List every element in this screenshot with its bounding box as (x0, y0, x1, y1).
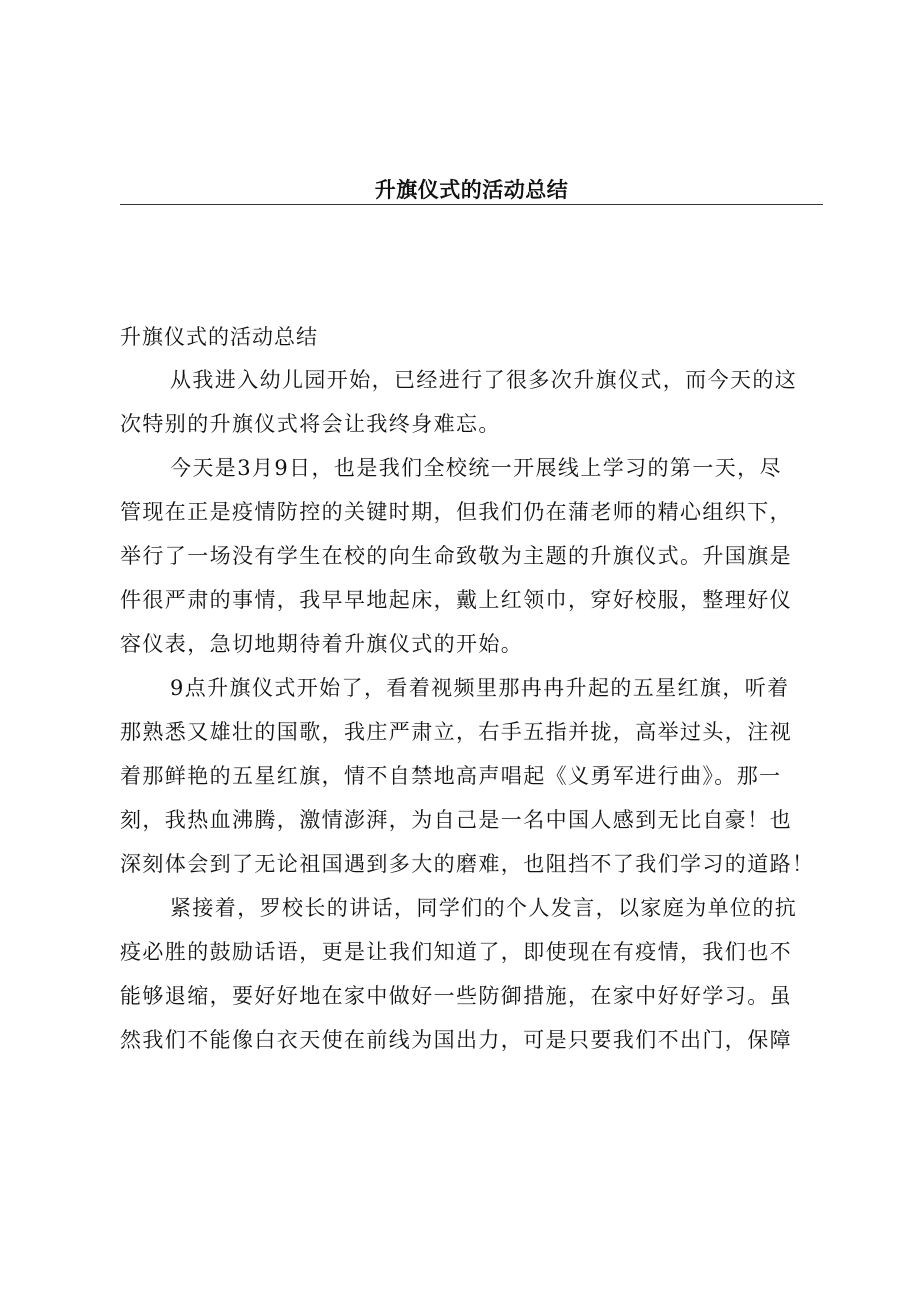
paragraph-line: 紧接着，罗校长的讲话，同学们的个人发言，以家庭为单位的抗 (170, 896, 798, 920)
paragraph-line: 那熟悉又雄壮的国歌，我庄严肃立，右手五指并拢，高举过头，注视 (120, 720, 792, 744)
paragraph-2 (120, 446, 836, 666)
paragraph-4 (120, 886, 836, 1062)
paragraph-3 (120, 666, 836, 886)
paragraph-line: 今天是3月9日，也是我们全校统一开展线上学习的第一天，尽 (170, 456, 782, 480)
paragraph-1 (120, 358, 836, 446)
header-title: 升旗仪式的活动总结 (374, 178, 569, 202)
page-header (120, 170, 823, 205)
document-title: 升旗仪式的活动总结 (120, 325, 318, 349)
document-body (120, 316, 836, 1062)
paragraph-line: 能够退缩，要好好地在家中做好一些防御措施，在家中好好学习。虽 (120, 984, 792, 1008)
paragraph-line: 刻，我热血沸腾，激情澎湃，为自己是一名中国人感到无比自豪！也 (120, 808, 792, 832)
paragraph-line: 容仪表，急切地期待着升旗仪式的开始。 (120, 632, 524, 656)
paragraph-line: 9点升旗仪式开始了，看着视频里那冉冉升起的五星红旗，听着 (170, 676, 790, 700)
paragraph-line: 件很严肃的事情，我早早地起床，戴上红领巾，穿好校服，整理好仪 (120, 588, 792, 612)
paragraph-line: 然我们不能像白衣天使在前线为国出力，可是只要我们不出门，保障 (120, 1028, 792, 1052)
paragraph-line: 次特别的升旗仪式将会让我终身难忘。 (120, 412, 501, 436)
paragraph-line: 着那鲜艳的五星红旗，情不自禁地高声唱起《义勇军进行曲》。那一 (120, 764, 782, 788)
paragraph-line: 从我进入幼儿园开始，已经进行了很多次升旗仪式，而今天的这 (170, 368, 798, 392)
paragraph-line: 举行了一场没有学生在校的向生命致敬为主题的升旗仪式。升国旗是 (120, 544, 792, 568)
paragraph-line: 深刻体会到了无论祖国遇到多大的磨难，也阻挡不了我们学习的道路！ (120, 852, 815, 876)
paragraph-line: 管现在正是疫情防控的关键时期，但我们仍在蒲老师的精心组织下， (120, 500, 792, 524)
paragraph-line: 疫必胜的鼓励话语，更是让我们知道了，即使现在有疫情，我们也不 (120, 940, 792, 964)
